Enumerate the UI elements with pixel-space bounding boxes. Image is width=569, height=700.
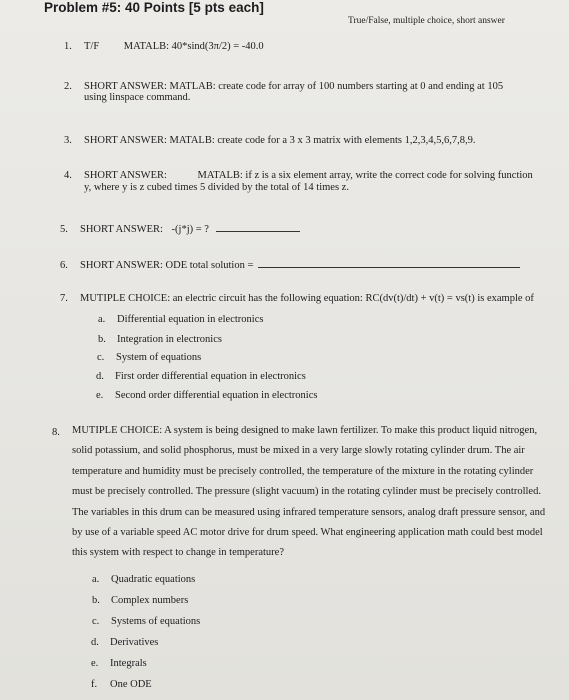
question-8: MUTIPLE CHOICE: A system is being designed to make lawn fertilizer. To make this product liquid nitrogen, solid potassium, and solid phosphorus, must be mixed in a very large slowly rotating cylinder drum. The air temperature and humidity must be precisely controlled, the temperature of the mixture in the rotating cylinder must be precisely controlled. The pressure (slight vacuum) in the rotating cylinder must be precisely controlled. The variables in this drum can be measured using infrared temperature sensors, analog draft pressure sensor, and by use of a variable speed AC motor drive for drum speed. What engineering application math could best model this system with respect to change in temperature? <box>72 425 546 559</box>
answer-blank-5[interactable] <box>216 221 300 232</box>
question-8-option-b[interactable]: b. Complex numbers <box>92 595 189 606</box>
question-4-line2: y, where y is z cubed times 5 divided by the total of 14 times z. <box>84 182 349 193</box>
question-1: 1. T/F MATALB: 40*sind(3π/2) = -40.0 <box>64 41 264 52</box>
question-8-option-c[interactable]: c. Systems of equations <box>92 616 201 627</box>
points-each: [5 pts each] <box>188 0 264 15</box>
problem-subtitle: True/False, multiple choice, short answer <box>348 16 505 26</box>
question-5: 5. SHORT ANSWER: -(j*j) = ? <box>60 221 300 236</box>
problem-title <box>44 0 264 15</box>
question-2-line2: using linspace command. <box>84 92 191 103</box>
question-7-option-d[interactable]: d. First order differential equation in electronics <box>96 371 306 382</box>
question-2: 2. SHORT ANSWER: MATLAB: create code for array of 100 numbers starting at 0 and ending at 105 <box>64 81 504 92</box>
question-7-option-e[interactable]: e. Second order differential equation in electronics <box>96 390 318 401</box>
question-8-option-e[interactable]: e. Integrals <box>91 658 147 669</box>
question-7: 7. MUTIPLE CHOICE: an electric circuit has the following equation: RC(dv(t)/dt) + v(t) = vs(t) is example of <box>60 293 534 304</box>
problem-title-text: Problem #5: 40 Points <box>44 0 186 15</box>
question-7-option-a[interactable]: a. Differential equation in electronics <box>98 314 264 325</box>
question-8-option-f[interactable]: f. One ODE <box>91 679 152 690</box>
question-8-option-a[interactable]: a. Quadratic equations <box>92 574 196 585</box>
question-7-option-b[interactable]: b. Integration in electronics <box>98 334 222 345</box>
question-4: 4. SHORT ANSWER: MATALB: if z is a six element array, write the correct code for solving function <box>64 170 533 181</box>
question-6: 6. SHORT ANSWER: ODE total solution = <box>60 257 520 272</box>
question-3: 3. SHORT ANSWER: MATALB: create code for a 3 x 3 matrix with elements 1,2,3,4,5,6,7,8,9. <box>64 135 476 146</box>
question-8-number: 8. <box>52 427 60 438</box>
answer-blank-6[interactable] <box>258 257 520 268</box>
question-8-option-d[interactable]: d. Derivatives <box>91 637 159 648</box>
question-7-option-c[interactable]: c. System of equations <box>97 352 202 363</box>
